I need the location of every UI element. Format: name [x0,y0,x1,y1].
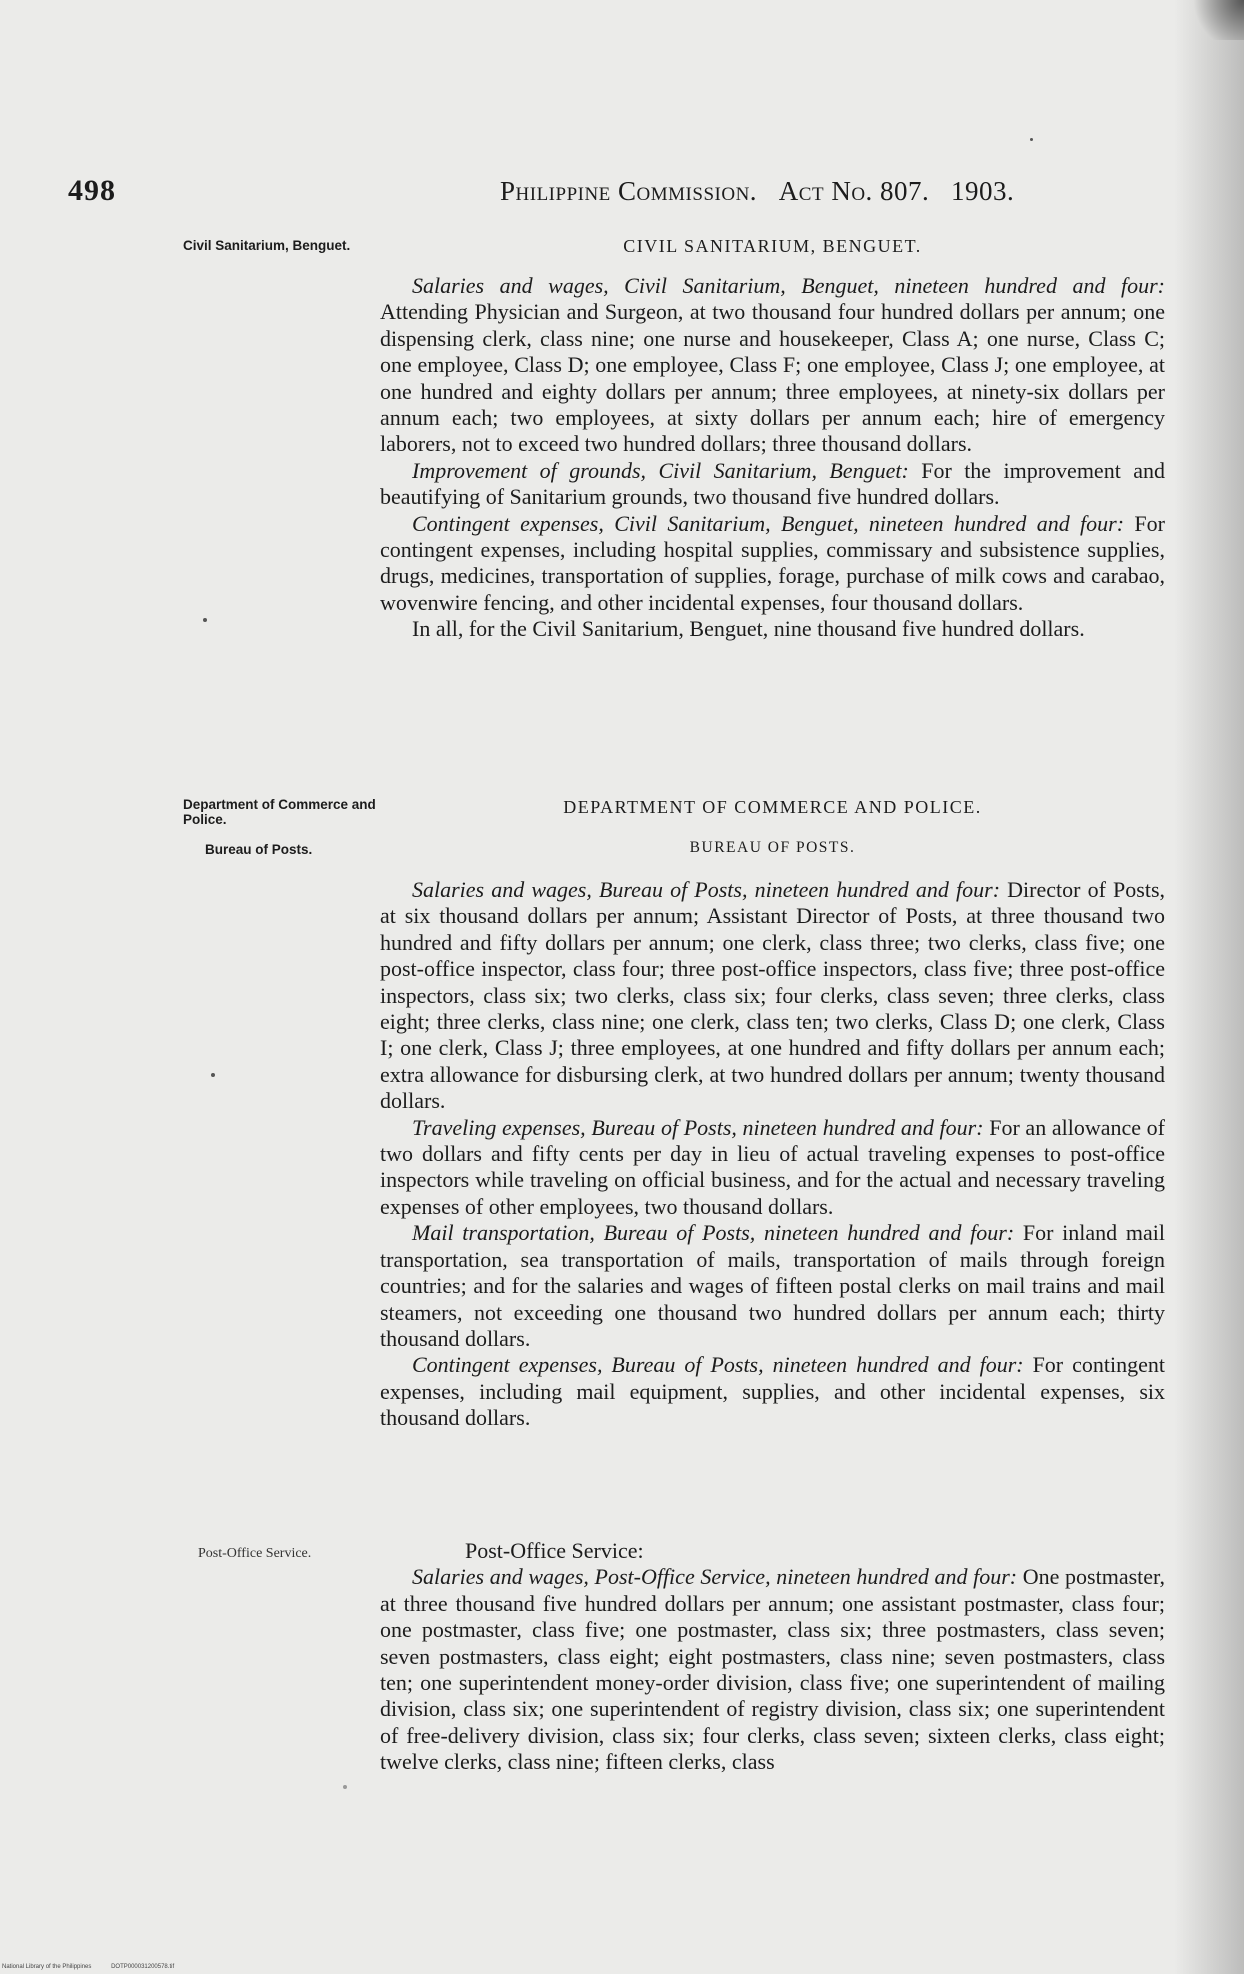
heading-bureau-posts: BUREAU OF POSTS. [689,839,856,856]
post-office-label: Post-Office Service: [465,1538,644,1563]
paragraph [380,1564,1165,1775]
running-head-title: Philippine Commission. [500,176,758,206]
paragraph-lead: Contingent expenses, Bureau of Posts, nineteen hundred and four: [412,1352,1024,1378]
running-head [500,176,1014,207]
paragraph-text: For contingent expenses, including hospital supplies, commissary and subsistence supplies, drugs, medicines, transportation of supplies, forage, purchase of milk cows and carabao, wovenwire fencing, and other incidental expenses, four thousand dollars. [380,510,1165,615]
paragraph-text: For contingent expenses, including mail equipment, supplies, and other incidental expenses, six thousand dollars. [380,1352,1165,1431]
paragraph-lead: Traveling expenses, Bureau of Posts, nineteen hundred and four: [412,1114,984,1140]
paragraph-lead: Improvement of grounds, Civil Sanitarium, Benguet: [412,457,909,483]
bureau-posts-section [380,877,1165,1432]
heading-civil-sanitarium: CIVIL SANITARIUM, BENGUET. [623,236,922,256]
paragraph-text: For the improvement and beautifying of Sanitarium grounds, two thousand five hundred dollars. [380,457,1165,510]
scan-speck [203,618,207,622]
page-corner-shadow [1184,0,1244,40]
page-number: 498 [68,174,116,207]
post-office-section [380,1538,1165,1776]
paragraph [380,1220,1165,1352]
scan-speck [211,1073,215,1077]
paragraph-text: In all, for the Civil Sanitarium, Benguet, nine thousand five hundred dollars. [412,616,1085,642]
scan-speck [343,1785,347,1789]
paragraph-text: For an allowance of two dollars and fifty cents per day in lieu of actual traveling expenses to post-office inspectors while traveling on official business, and for the actual and necessary traveling expenses of other employees, two thousand dollars. [380,1114,1166,1219]
paragraph-lead: Salaries and wages, Bureau of Posts, nineteen hundred and four: [412,877,1001,902]
paragraph-lead: Salaries and wages, Civil Sanitarium, Benguet, nineteen hundred and four: [412,273,1165,298]
margin-note-dept-commerce: Department of Commerce and Police. [183,797,376,827]
paragraph-text: One postmaster, at three thousand five hundred dollars per annum; one assistant postmaster, class four; one postmaster, class five; one postmaster, class six; three postmasters, class seven; seven postmasters, class eight; eight postmasters, class nine; seven postmasters, class ten; one superintendent money-order division, class five; one superintendent of mailing division, class six; one superintendent of registry division, class six; one superintendent of free-delivery division, class six; four clerks, class seven; sixteen clerks, class eight; twelve clerks, class nine; fifteen clerks, class [380,1564,1165,1775]
paragraph [380,273,1165,458]
margin-note-post-office-service: Post-Office Service. [198,1546,312,1561]
paragraph-lead: Mail transportation, Bureau of Posts, nineteen hundred and four: [412,1220,1015,1246]
paragraph-text: Director of Posts, at six thousand dollars per annum; Assistant Director of Posts, at three thousand two hundred and fifty dollars per annum; one clerk, class three; two clerks, class five; one post-office inspector, class four; three post-office inspectors, class five; three post-office inspectors, class six; two clerks, class six; four clerks, class seven; three clerks, class eight; three clerks, class nine; one clerk, class ten; two clerks, Class D; one clerk, Class I; one clerk, Class J; three employees, at one hundred and fifty dollars per annum each; extra allowance for disbursing clerk, at two hundred dollars per annum; twenty thousand dollars. [380,877,1166,1114]
scan-speck [1030,138,1033,141]
margin-note-civil-sanitarium: Civil Sanitarium, Benguet. [183,238,351,253]
paragraph [380,458,1165,511]
footer-source: National Library of the Philippines [2,1964,92,1970]
footer-filename: DOTP000031200578.tif [111,1964,175,1970]
paragraph-lead: Salaries and wages, Post-Office Service, nineteen hundred and four: [412,1564,1018,1590]
paragraph [380,877,1165,1115]
heading-dept-commerce: DEPARTMENT OF COMMERCE AND POLICE. [563,797,982,817]
running-head-act: Act No. 807. 1903. [778,176,1015,206]
paragraph [380,511,1165,617]
page-edge-shadow [1174,0,1244,1974]
paragraph-text: For inland mail transportation, sea transportation of mails, transportation of mails through foreign countries; and for the salaries and wages of fifteen postal clerks on mail trains and mail steamers, not exceeding one thousand two hundred dollars per annum each; thirty thousand dollars. [380,1220,1165,1351]
paragraph [380,616,1165,642]
paragraph-text: Attending Physician and Surgeon, at two thousand four hundred dollars per annum; one dispensing clerk, class nine; one nurse and housekeeper, Class A; one nurse, Class C; one employee, Class D; one employee, Class F; one employee, Class J; one employee, at one hundred and eighty dollars per annum; three employees, at ninety-six dollars per annum each; two employees, at sixty dollars per annum each; hire of emergency laborers, not to exceed two hundred dollars; three thousand dollars. [380,299,1165,457]
sanitarium-section [380,273,1165,643]
paragraph [380,1352,1165,1431]
margin-note-bureau-posts: Bureau of Posts. [205,842,313,857]
paragraph-lead: Contingent expenses, Civil Sanitarium, Benguet, nineteen hundred and four: [412,510,1125,536]
scan-footer [2,1964,192,1970]
paragraph [380,1115,1165,1221]
